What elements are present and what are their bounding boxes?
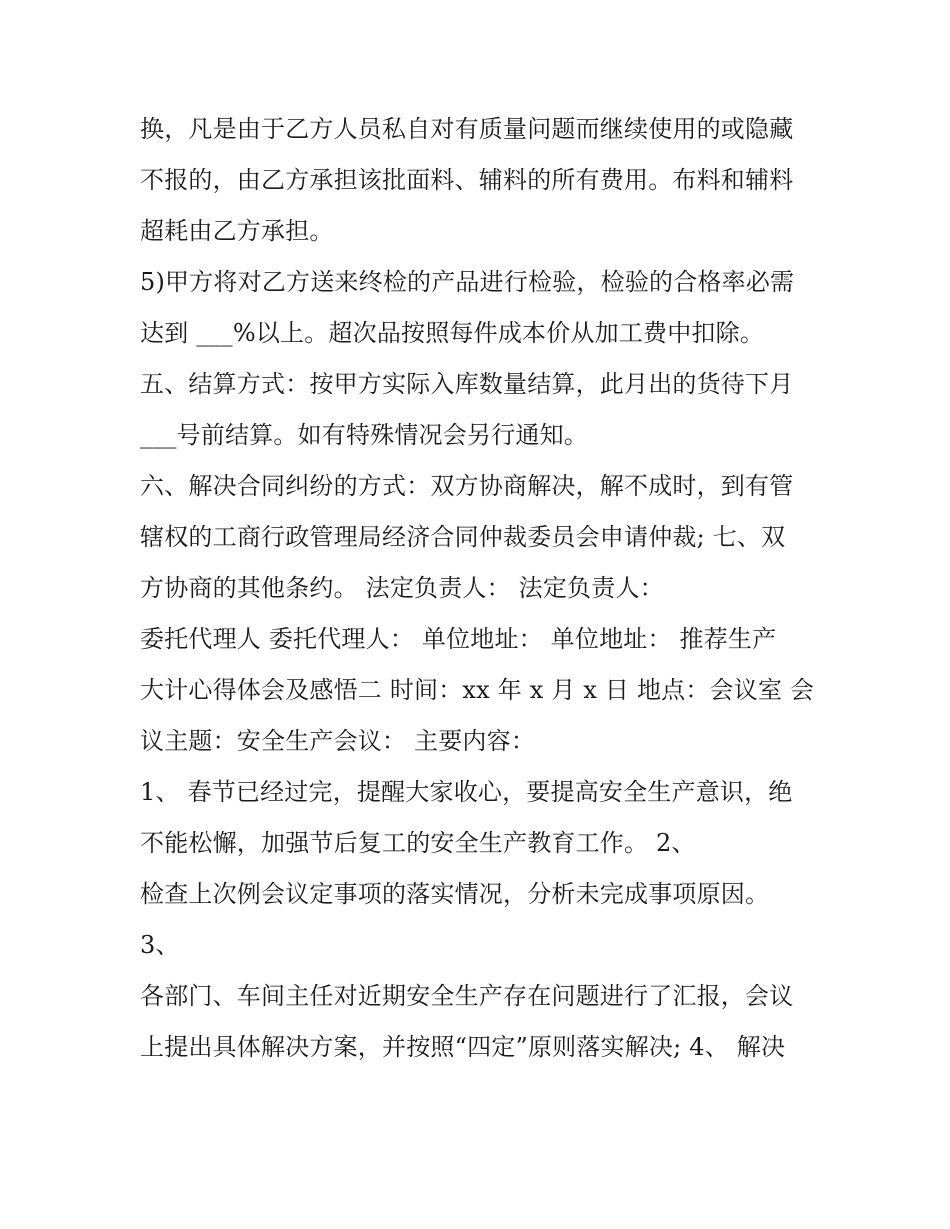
text-line: 辖权的工商行政管理局经济合同仲裁委员会申请仲裁; 七、双 (140, 523, 786, 551)
text-line: 议主题：安全生产会议： 主要内容： (140, 727, 536, 755)
text-line: 达到 ___%以上。超次品按照每件成本价从加工费中扣除。 (140, 319, 765, 347)
text-line: 大计心得体会及感悟二 时间：xx 年 x 月 x 日 地点：会议室 会 (140, 676, 815, 704)
text-line: 3、 (140, 931, 180, 959)
text-line: 上提出具体解决方案，并按照“四定”原则落实解决; 4、 解决 (140, 1033, 786, 1061)
text-line: 五、结算方式：按甲方实际入库数量结算，此月出的货待下月 (140, 370, 794, 398)
text-line: 各部门、车间主任对近期安全生产存在问题进行了汇报，会议 (140, 982, 794, 1010)
text-line: 超耗由乙方承担。 (140, 217, 334, 245)
text-line: ___号前结算。如有特殊情况会另行通知。 (140, 421, 588, 449)
text-line: 委托代理人 委托代理人： 单位地址： 单位地址： 推荐生产 (140, 625, 777, 653)
text-line: 1、 春节已经过完，提醒大家收心，要提高安全生产意识，绝 (140, 778, 793, 806)
document-body (140, 104, 820, 1073)
text-line: 检查上次例会议定事项的落实情况，分析未完成事项原因。 (140, 880, 770, 908)
text-line: 不能松懈，加强节后复工的安全生产教育工作。 2、 (140, 829, 696, 857)
text-line: 方协商的其他条约。 法定负责人： 法定负责人： (140, 574, 664, 602)
text-line: 换，凡是由于乙方人员私自对有质量问题而继续使用的或隐藏 (140, 115, 794, 143)
text-line: 5)甲方将对乙方送来终检的产品进行检验，检验的合格率必需 (140, 268, 795, 296)
text-line: 六、解决合同纠纷的方式：双方协商解决，解不成时，到有管 (140, 472, 794, 500)
text-line: 不报的，由乙方承担该批面料、辅料的所有费用。布料和辅料 (140, 166, 794, 194)
